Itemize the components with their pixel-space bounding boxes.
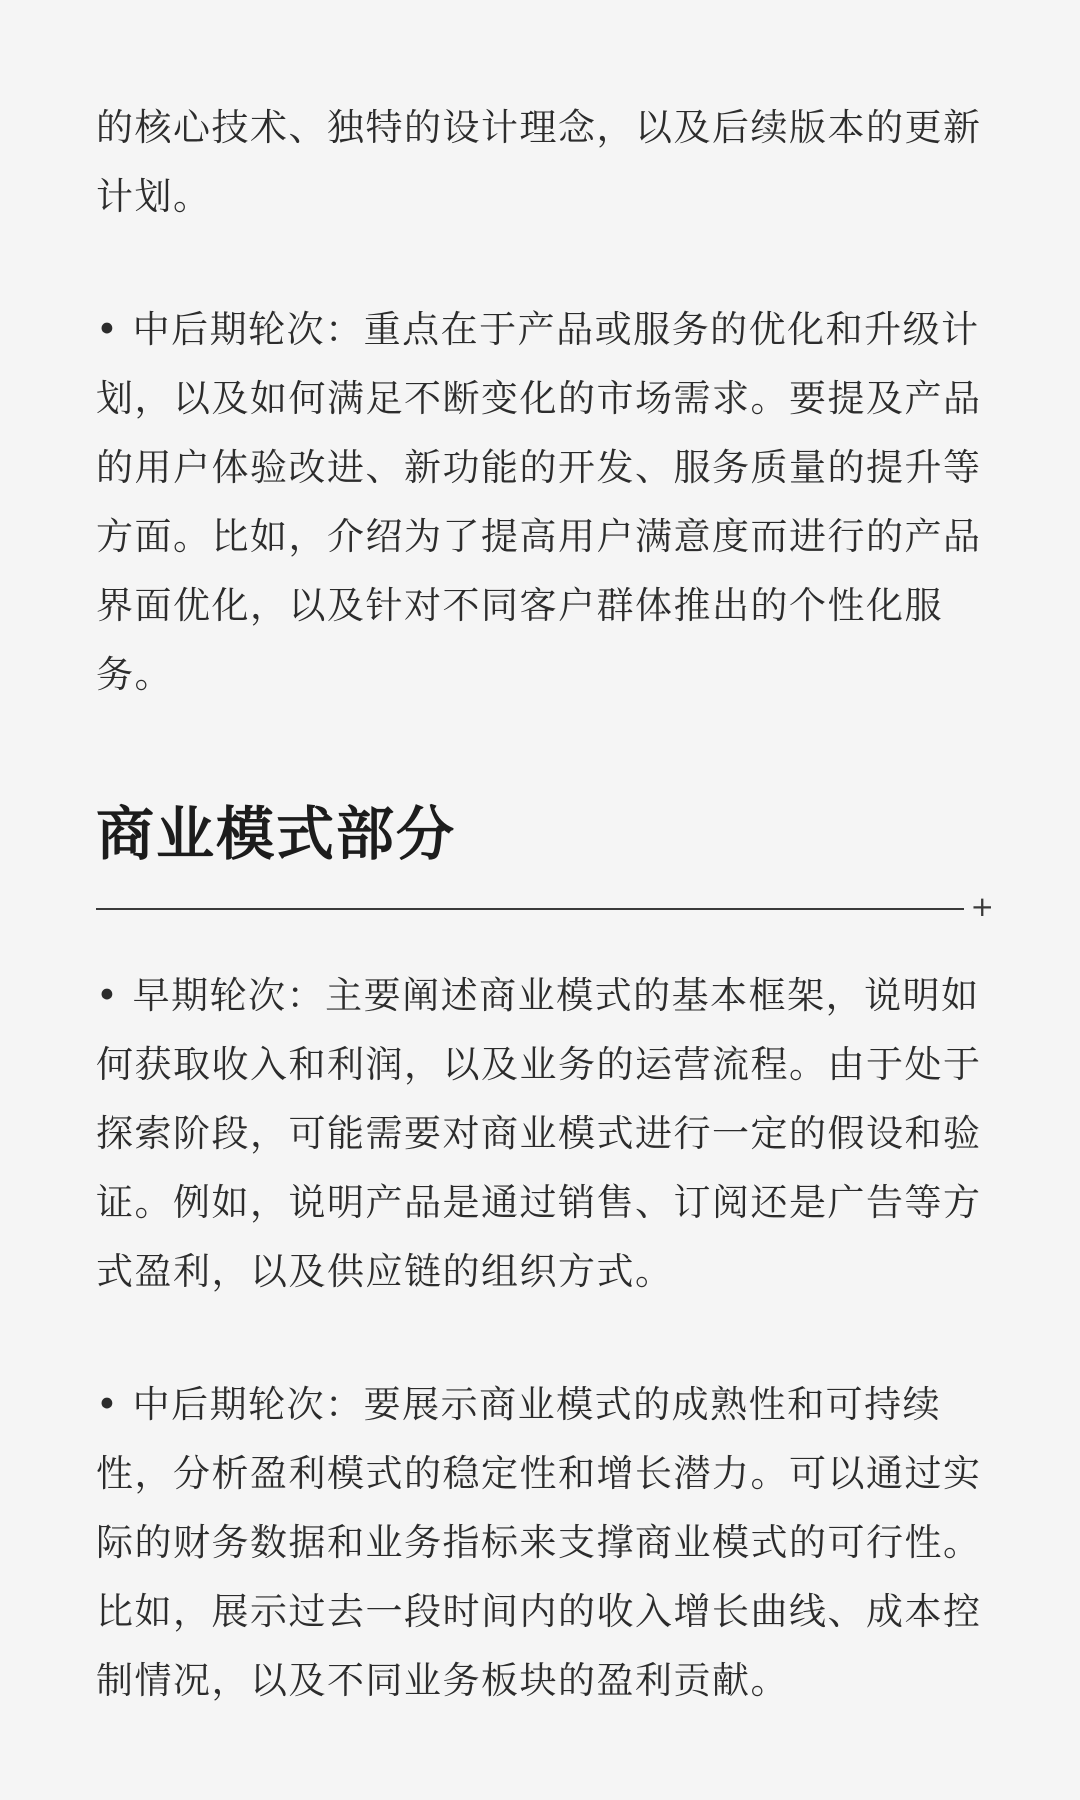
spacer bbox=[96, 709, 984, 799]
business-later-rounds-paragraph: • 中后期轮次：要展示商业模式的成熟性和可持续性，分析盈利模式的稳定性和增长潜力。可以通过实际的财务数据和业务指标来支撑商业模式的可行性。比如，展示过去一段时间内的收入增长曲线、成本控制情况，以及不同业务板块的盈利贡献。 bbox=[96, 1383, 982, 1702]
business-model-heading: 商业模式部分 bbox=[96, 800, 457, 868]
business-early-rounds-paragraph: • 早期轮次：主要阐述商业模式的基本框架，说明如何获取收入和利润，以及业务的运营流程。由于处于探索阶段，可能需要对商业模式进行一定的假设和验证。例如，说明产品是通过销售、订阅还是广告等方式盈利，以及供应链的组织方式。 bbox=[96, 974, 982, 1293]
spacer bbox=[96, 1306, 984, 1370]
spacer bbox=[96, 231, 984, 295]
divider-line bbox=[96, 908, 964, 910]
product-later-rounds-paragraph: • 中后期轮次：重点在于产品或服务的优化和升级计划，以及如何满足不断变化的市场需求。要提及产品的用户体验改进、新功能的开发、服务质量的提升等方面。比如，介绍为了提高用户满意度而进行的产品界面优化，以及针对不同客户群体推出的个性化服务。 bbox=[96, 308, 982, 696]
product-continuation-paragraph: 的核心技术、独特的设计理念，以及后续版本的更新计划。 bbox=[96, 106, 982, 218]
plus-icon: + bbox=[970, 890, 994, 923]
section-divider bbox=[96, 890, 994, 923]
